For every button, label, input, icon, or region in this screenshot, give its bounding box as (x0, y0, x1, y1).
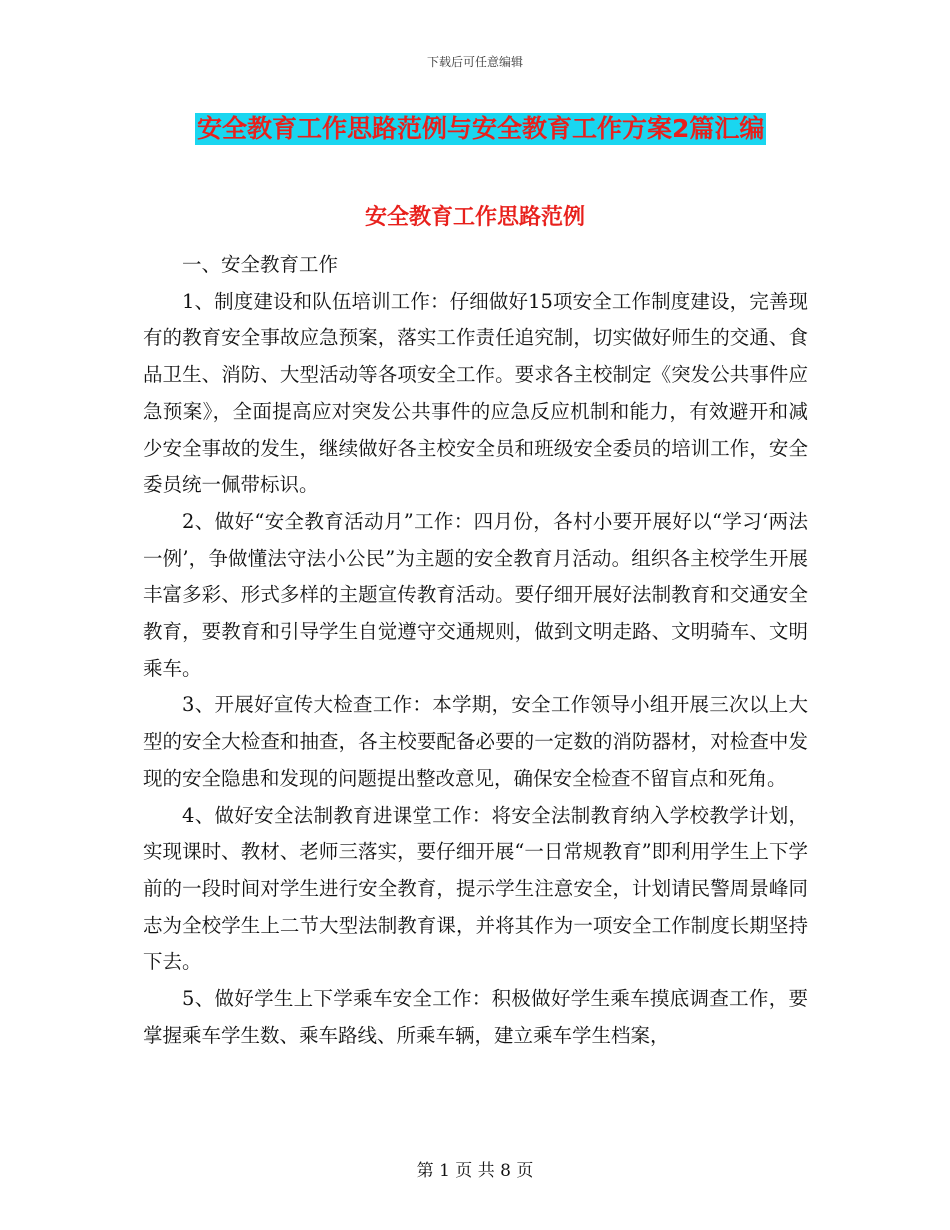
page-footer (0, 1156, 950, 1181)
footer-prefix: 第 (416, 1161, 434, 1181)
paragraph: 5、做好学生上下学乘车安全工作：积极做好学生乘车摸底调查工作，要掌握乘车学生数、乘车路线、所乘车辆，建立乘车学生档案， (143, 987, 808, 1047)
footer-middle: 页 共 (455, 1161, 495, 1181)
total-page-count: 8 (500, 1161, 511, 1181)
current-page-number: 1 (439, 1161, 450, 1181)
document-body (143, 247, 808, 1054)
paragraph: 1、制度建设和队伍培训工作：仔细做好15项安全工作制度建设，完善现有的教育安全事故应急预案，落实工作责任追究制，切实做好师生的交通、食品卫生、消防、大型活动等各项安全工作。要求各主校制定《突发公共事件应急预案》，全面提高应对突发公共事件的应急反应机制和能力，有效避开和减少安全事故的发生，继续做好各主校安全员和班级安全委员的培训工作，安全委员统一佩带标识。 (143, 289, 808, 497)
document-title: 安全教育工作思路范例与安全教育工作方案2篇汇编 (197, 114, 765, 143)
header-note: 下载后可任意编辑 (426, 55, 523, 69)
paragraph: 2、做好“安全教育活动月”工作：四月份，各村小要开展好以“学习‘两法一例’，争做懂法守法小公民”为主题的安全教育月活动。组织各主校学生开展丰富多彩、形式多样的主题宣传教育活动。要仔细开展好法制教育和交通安全教育，要教育和引导学生自觉遵守交通规则，做到文明走路、文明骑车、文明乘车。 (143, 509, 808, 680)
paragraph: 3、开展好宣传大检查工作：本学期，安全工作领导小组开展三次以上大型的安全大检查和抽查，各主校要配备必要的一定数的消防器材，对检查中发现的安全隐患和发现的问题提出整改意见，确保安全检查不留盲点和死角。 (143, 693, 808, 790)
footer-suffix: 页 (516, 1161, 534, 1181)
paragraph-heading: 一、安全教育工作 (182, 253, 339, 276)
paragraph: 4、做好安全法制教育进课堂工作：将安全法制教育纳入学校教学计划，实现课时、教材、老师三落实，要仔细开展“一日常规教育”即利用学生上下学前的一段时间对学生进行安全教育，提示学生注意安全，计划请民警周景峰同志为全校学生上二节大型法制教育课，并将其作为一项安全工作制度长期坚持下去。 (143, 803, 808, 974)
section-title: 安全教育工作思路范例 (364, 205, 585, 230)
